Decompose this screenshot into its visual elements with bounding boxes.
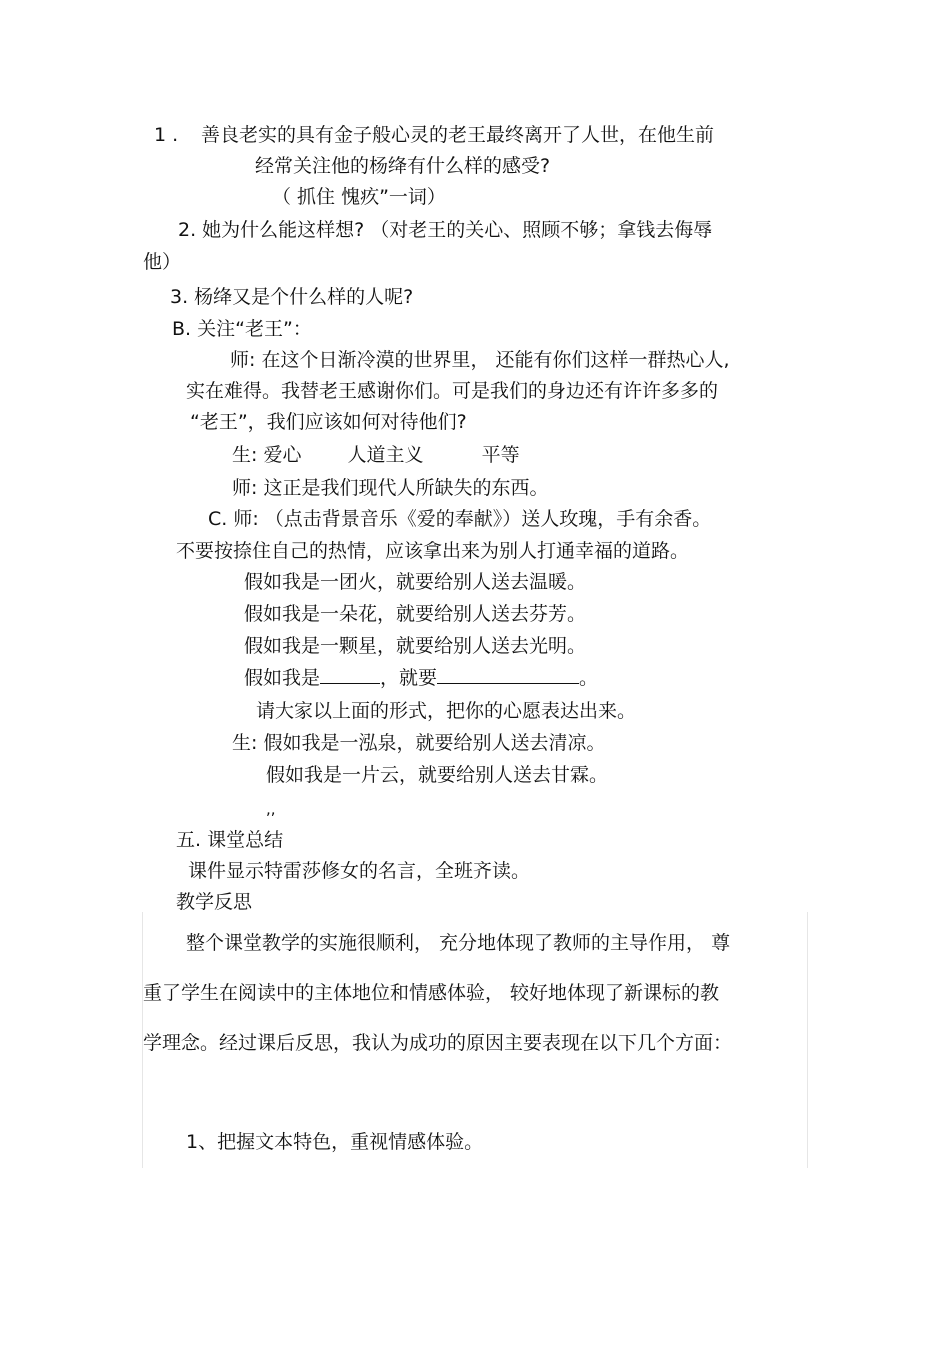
q2-line-1: 2. 她为什么能这样想? （对老王的关心、照顾不够；拿钱去侮辱	[178, 219, 713, 241]
q1-line-3: （ 抓住 愧疚”一词）	[272, 186, 446, 208]
section-b-heading: B. 关注“老王”：	[172, 318, 312, 340]
student-poem-line-2: 假如我是一片云，就要给别人送去甘霖。	[266, 764, 609, 786]
answer-love: 爱心	[263, 444, 302, 466]
student-prefix: 生:	[232, 444, 264, 466]
summary-heading: 五. 课堂总结	[176, 829, 284, 851]
template-part-c: 。	[579, 667, 599, 689]
reflection-heading: 教学反思	[176, 891, 253, 913]
q1-number: 1 .	[154, 124, 179, 146]
teacher-response: 师: 这正是我们现代人所缺失的东西。	[232, 477, 549, 499]
answer-equality: 平等	[481, 444, 520, 466]
poem-line-flower: 假如我是一朵花，就要给别人送去芬芳。	[244, 603, 587, 625]
q3-text: 3. 杨绛又是个什么样的人呢?	[170, 286, 414, 308]
teacher-line-3: “老王”，我们应该如何对待他们?	[190, 411, 467, 433]
poem-template	[244, 666, 598, 690]
reflection-line-1: 整个课堂教学的实施很顺利， 充分地体现了教师的主导作用， 尊	[186, 932, 731, 954]
reflection-line-3: 学理念。经过课后反思，我认为成功的原因主要表现在以下几个方面：	[143, 1032, 733, 1054]
student-poem-line-1: 生: 假如我是一泓泉，就要给别人送去清凉。	[232, 732, 606, 754]
poem-line-fire: 假如我是一团火，就要给别人送去温暖。	[244, 571, 587, 593]
blank-2	[437, 683, 579, 684]
prompt-line: 请大家以上面的形式，把你的心愿表达出来。	[256, 700, 637, 722]
poem-line-star: 假如我是一颗星，就要给别人送去光明。	[244, 635, 587, 657]
answer-humanitarianism: 人道主义	[347, 444, 424, 466]
teacher-line-1: 师: 在这个日渐冷漠的世界里， 还能有你们这样一群热心人,	[230, 349, 730, 371]
q2-line-2: 他）	[143, 251, 182, 273]
summary-text: 课件显示特雷莎修女的名言，全班齐读。	[188, 860, 531, 882]
q1-line-1: 善良老实的具有金子般心灵的老王最终离开了人世，在他生前	[201, 124, 715, 146]
template-part-b: ，就要	[380, 667, 438, 689]
section-c-line-2: 不要按捺住自己的热情，应该拿出来为别人打通幸福的道路。	[176, 540, 690, 562]
student-answers	[232, 443, 520, 467]
template-part-a: 假如我是	[244, 667, 321, 689]
blank-1	[320, 683, 380, 684]
reflection-point-1: 1、把握文本特色，重视情感体验。	[186, 1131, 484, 1153]
q1-line-2: 经常关注他的杨绛有什么样的感受?	[255, 155, 551, 177]
teacher-line-2: 实在难得。我替老王感谢你们。可是我们的身边还有许许多多的	[186, 380, 719, 402]
reflection-line-2: 重了学生在阅读中的主体地位和情感体验， 较好地体现了新课标的教	[143, 982, 720, 1004]
section-c-line-1: C. 师: （点击背景音乐《爱的奉献》）送人玫瑰，手有余香。	[208, 508, 712, 530]
ellipsis-mark: ,,	[266, 800, 276, 818]
